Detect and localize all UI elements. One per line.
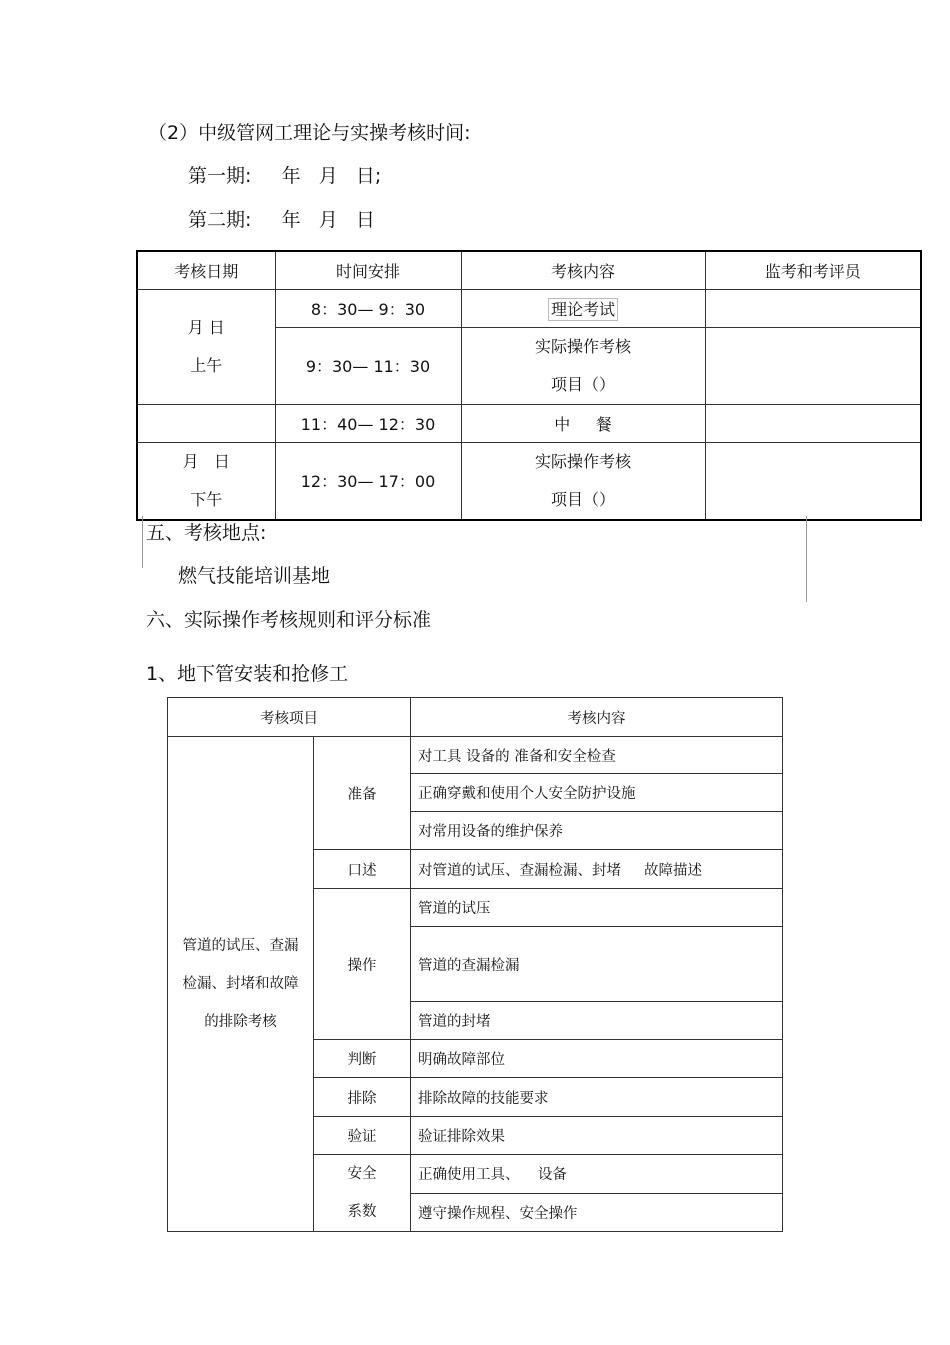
time-cell: 11：40— 12：30 [275, 404, 461, 442]
content-line: 实际操作考核 [534, 451, 631, 471]
schedule-row [137, 404, 921, 442]
subsection-title: 1、地下管安装和抢修工 [146, 663, 349, 685]
content-cell: 管道的试压 [411, 889, 783, 927]
category-cell: 准备 [314, 737, 411, 850]
exam-time-title: （2）中级管网工理论与实操考核时间: [148, 122, 471, 144]
content-cell: 对常用设备的维护保养 [411, 812, 783, 850]
category-line: 系数 [347, 1204, 377, 1220]
header-cell: 时间安排 [275, 251, 461, 289]
date-text: 月 日 [187, 317, 225, 337]
period-2: 第二期: 年 月 日 [188, 209, 375, 231]
exam-location: 燃气技能培训基地 [178, 565, 331, 587]
morning-date-cell [137, 289, 275, 404]
category-cell: 操作 [314, 889, 411, 1040]
schedule-header-row [137, 251, 921, 289]
session-text: 上午 [190, 355, 223, 375]
location-box-left-edge [142, 516, 143, 568]
examiner-cell [705, 442, 921, 520]
header-cell: 考核项目 [168, 698, 411, 737]
schedule-row [137, 289, 921, 327]
content-cell: 中 餐 [461, 404, 705, 442]
project-line: 检漏、封堵和故障 [182, 976, 299, 992]
time-cell: 12：30— 17：00 [275, 442, 461, 520]
afternoon-date-cell [137, 442, 275, 520]
location-box-right-edge [806, 516, 807, 602]
section6-title: 六、实际操作考核规则和评分标准 [146, 609, 432, 631]
section5-title: 五、考核地点: [146, 522, 267, 544]
category-cell: 口述 [314, 850, 411, 889]
content-cell [461, 289, 705, 327]
date-text: 月 日 [182, 451, 230, 471]
time-cell: 8：30— 9：30 [275, 289, 461, 327]
header-cell: 考核内容 [461, 251, 705, 289]
content-cell: 对工具 设备的 准备和安全检查 [411, 737, 783, 774]
content-cell: 正确使用工具、 设备 [411, 1155, 783, 1194]
theory-exam-label: 理论考试 [548, 298, 618, 321]
period-1: 第一期: 年 月 日; [188, 165, 382, 187]
category-cell: 验证 [314, 1117, 411, 1155]
category-line: 安全 [347, 1166, 377, 1182]
time-cell: 9：30— 11：30 [275, 327, 461, 404]
project-line: 管道的试压、查漏 [182, 938, 299, 954]
criteria-table [167, 697, 783, 1232]
content-cell: 遵守操作规程、安全操作 [411, 1193, 783, 1232]
criteria-row [168, 737, 783, 774]
header-cell: 监考和考评员 [705, 251, 921, 289]
project-cell [168, 737, 314, 1232]
content-cell [461, 442, 705, 520]
content-cell: 验证排除效果 [411, 1117, 783, 1155]
category-cell [314, 1155, 411, 1232]
content-line: 项目（） [550, 489, 615, 509]
project-line: 的排除考核 [204, 1014, 277, 1030]
content-cell: 明确故障部位 [411, 1040, 783, 1078]
category-cell: 排除 [314, 1078, 411, 1117]
schedule-table [136, 250, 922, 521]
content-cell: 对管道的试压、查漏检漏、封堵 故障描述 [411, 850, 783, 889]
content-cell [461, 327, 705, 404]
content-cell: 排除故障的技能要求 [411, 1078, 783, 1117]
content-cell: 管道的封堵 [411, 1002, 783, 1040]
examiner-cell [705, 404, 921, 442]
criteria-header-row [168, 698, 783, 737]
schedule-row [137, 442, 921, 520]
examiner-cell [705, 327, 921, 404]
date-cell [137, 404, 275, 442]
header-cell: 考核日期 [137, 251, 275, 289]
content-cell: 正确穿戴和使用个人安全防护设施 [411, 774, 783, 812]
content-line: 实际操作考核 [534, 336, 631, 356]
examiner-cell [705, 289, 921, 327]
category-cell: 判断 [314, 1040, 411, 1078]
content-cell: 管道的查漏检漏 [411, 927, 783, 1002]
content-line: 项目（） [550, 374, 615, 394]
session-text: 下午 [190, 489, 223, 509]
header-cell: 考核内容 [411, 698, 783, 737]
